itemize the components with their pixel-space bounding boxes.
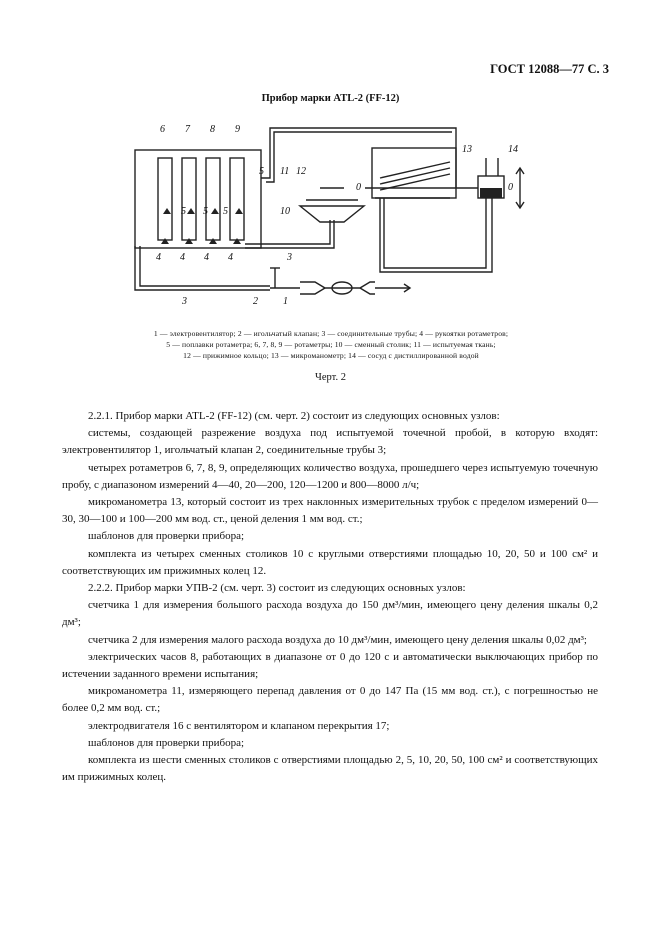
label-1: 1 <box>283 296 288 307</box>
paragraph: системы, создающей разрежение воздуха под испытуемой точечной пробой, в которую входят: электровентилятор 1, игольчатый клапан 2, соединительные трубы 3; <box>62 427 598 457</box>
label-3b: 3 <box>182 296 187 307</box>
label-11: 11 <box>280 166 290 177</box>
paragraph: шаблонов для проверки прибора; <box>88 736 245 749</box>
paragraph: счетчика 1 для измерения большого расхода воздуха до 150 дм³/мин, имеющего цену деления шкалы 0,2 дм³; <box>62 599 598 629</box>
label-13: 13 <box>462 144 472 155</box>
label-3a: 3 <box>287 252 292 263</box>
legend-line: 5 — поплавки ротаметра; 6, 7, 8, 9 — ротаметры; 10 — сменный столик; 11 — испытуемая ткань; <box>166 340 496 349</box>
paragraph: счетчика 2 для измерения малого расхода воздуха до 10 дм³/мин, имеющего цену деления шкалы 0,02 дм³; <box>88 633 587 646</box>
paragraph: комплекта из шести сменных столиков с отверстиями площадью 2, 5, 10, 20, 50, 100 см² и соответствующих им прижимных колец. <box>62 754 598 784</box>
figure-title: Прибор марки ATL-2 (FF-12) <box>261 93 400 104</box>
label-4c: 4 <box>204 252 209 263</box>
label-6: 6 <box>160 124 165 135</box>
paragraph: 2.2.2. Прибор марки УПВ-2 (см. черт. 3) состоит из следующих основных узлов: <box>88 582 466 595</box>
figure-legend <box>88 328 574 361</box>
label-2: 2 <box>253 296 258 307</box>
paragraph: микроманометра 11, измеряющего перепад давления от 0 до 147 Па (15 мм вод. ст.), с погрешностью не более 0,2 мм вод. ст.; <box>62 685 598 715</box>
paragraph: электрических часов 8, работающих в диапазоне от 0 до 120 с и автоматически выключающих прибор по истечении заданного времени испытания; <box>62 650 598 681</box>
paragraph: четырех ротаметров 6, 7, 8, 9, определяющих количество воздуха, прошедшего через испытуемую точечную пробу, с диапазоном измерений 4—40, 20—200, 120—1200 и 800—8000 л/ч; <box>62 461 598 491</box>
paragraph: 2.2.1. Прибор марки ATL-2 (FF-12) (см. черт. 2) состоит из следующих основных узлов: <box>88 410 500 422</box>
label-12: 12 <box>296 166 306 177</box>
label-4b: 4 <box>180 252 185 263</box>
label-9: 9 <box>235 124 240 135</box>
label-7: 7 <box>185 124 190 135</box>
label-4d: 4 <box>228 252 233 263</box>
label-zero-right: 0 <box>508 182 513 193</box>
paragraph: микроманометра 13, который состоит из трех наклонных измерительных трубок с пределом измерений 0—30, 30—100 и 100—200 мм вод. ст., ценой деления 1 мм вод. ст.; <box>62 496 598 526</box>
label-8: 8 <box>210 124 215 135</box>
paragraph: шаблонов для проверки прибора; <box>88 530 245 543</box>
paragraph: комплекта из четырех сменных столиков 10 с круглыми отверстиями площадью 10, 20, 50 и 100 см² и соответствующих им прижимных колец 12. <box>62 547 598 577</box>
paragraph: электродвигателя 16 с вентилятором и клапаном перекрытия 17; <box>88 719 390 732</box>
label-5c: 5 <box>223 206 228 217</box>
figure-caption: Черт. 2 <box>315 372 346 383</box>
label-10: 10 <box>280 206 290 217</box>
label-zero-left: 0 <box>356 182 361 193</box>
rotameter-frame <box>135 150 261 248</box>
label-4a: 4 <box>156 252 161 263</box>
label-5d: 5 <box>259 166 264 177</box>
label-5a: 5 <box>181 206 186 217</box>
device-diagram <box>120 118 550 318</box>
body-text <box>62 408 598 786</box>
standard-reference: ГОСТ 12088—77 С. 3 <box>490 62 609 76</box>
legend-line: 1 — электровентилятор; 2 — игольчатый клапан; 3 — соединительные трубы; 4 — рукоятки ротаметров; <box>153 329 509 338</box>
label-5b: 5 <box>203 206 208 217</box>
legend-line: 12 — прижимное кольцо; 13 — микроманометр; 14 — сосуд с дистиллированной водой <box>183 351 479 360</box>
label-14: 14 <box>508 144 518 155</box>
